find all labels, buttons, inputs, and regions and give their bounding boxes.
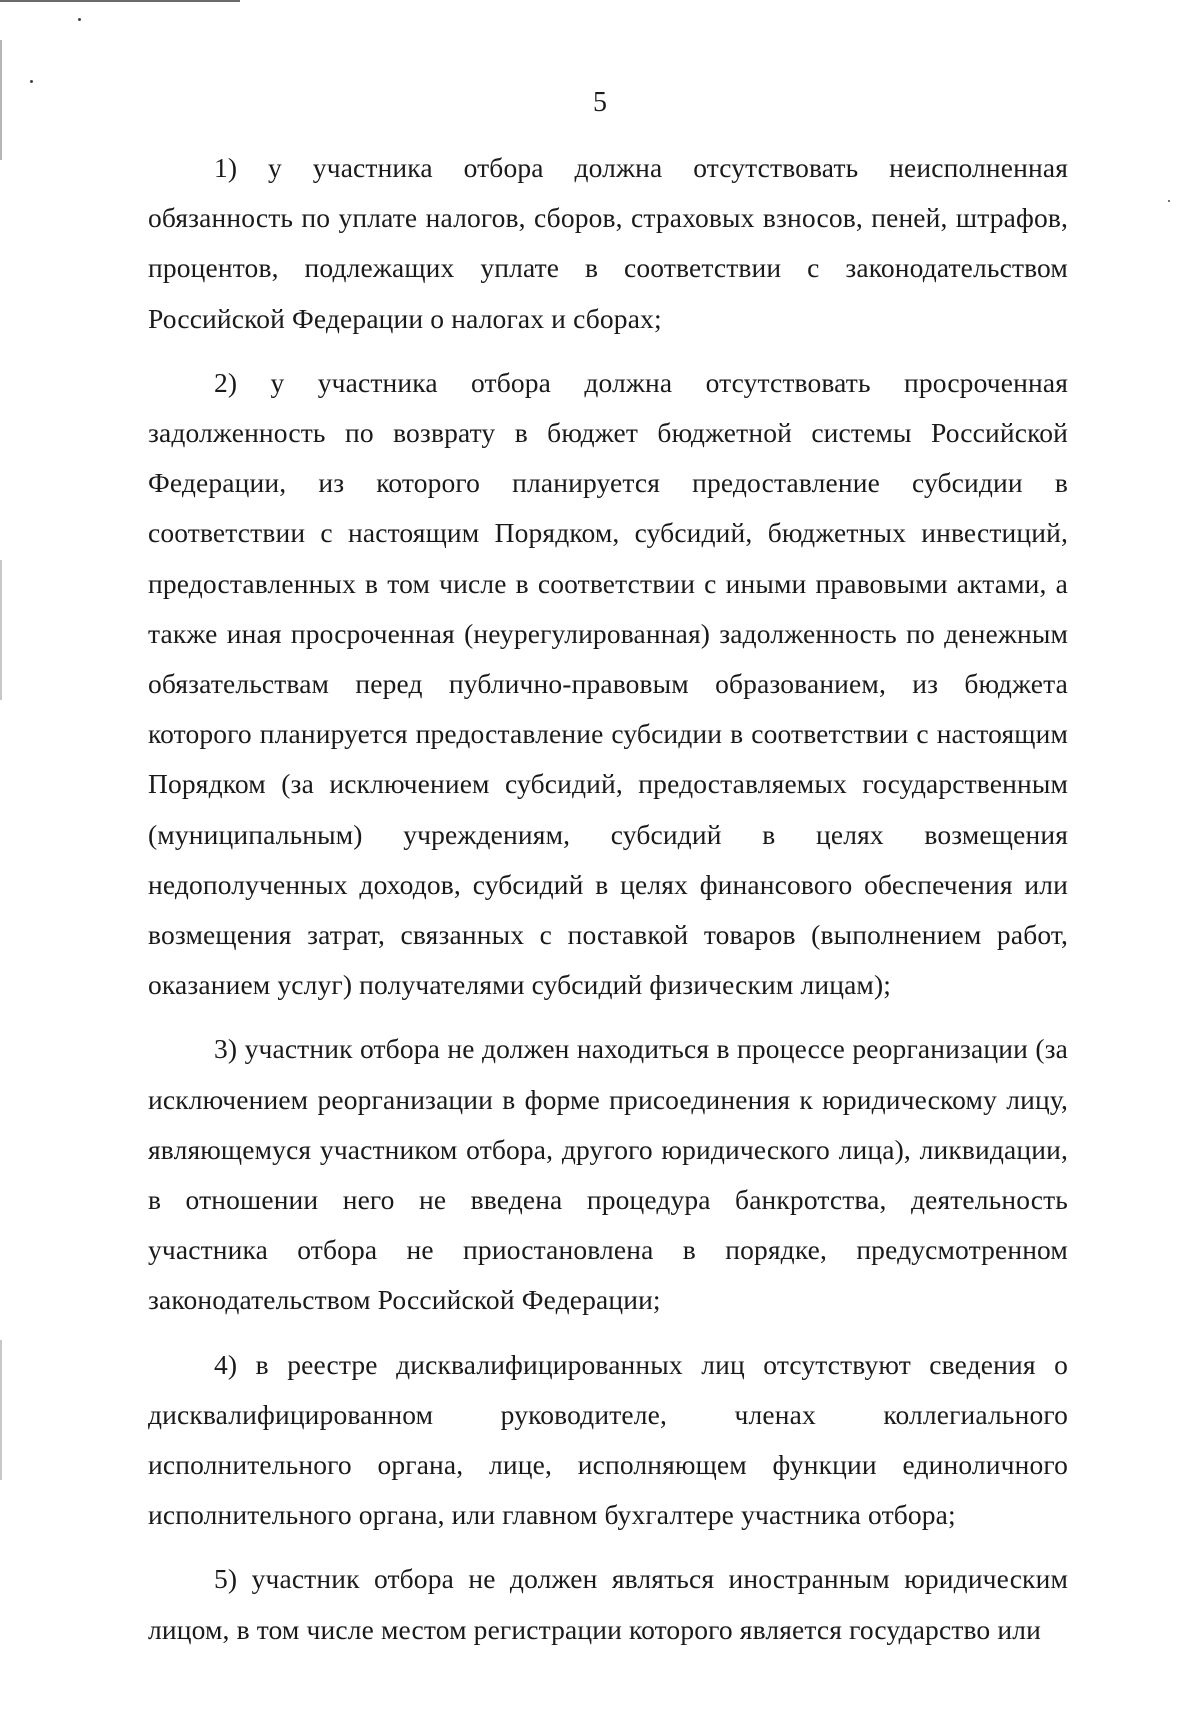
paragraph-item-5: 5) участник отбора не должен являться иностранным юридическим лицом, в том числе местом регистрации которого является государство или — [148, 1563, 1068, 1645]
scan-artifact-dot — [30, 80, 33, 83]
scan-artifact-dot — [78, 18, 81, 21]
paragraph-item-2: 2) у участника отбора должна отсутствовать просроченная задолженность по возврату в бюджет бюджетной системы Российской Федерации, из которого планируется предоставление субсидии в соответствии с настоящим Порядком, субсидий, бюджетных инвестиций, предоставленных в том числе в соответствии с иными правовыми актами, а также иная просроченная (неурегулированная) задолженность по денежным обязательствам перед публично-правовым образованием, из бюджета которого планируется предоставление субсидии в соответствии с настоящим Порядком (за исключением субсидий, предоставляемых государственным (муниципальным) учреждениям, субсидий в целях возмещения недополученных доходов, субсидий в целях финансового обеспечения или возмещения затрат, связанных с поставкой товаров (выполнением работ, оказанием услуг) получателями субсидий физическим лицам); — [148, 366, 1068, 1001]
paragraph-item-4: 4) в реестре дисквалифицированных лиц отсутствуют сведения о дисквалифицированном руководителе, членах коллегиального исполнительного органа, лице, исполняющем функции единоличного исполнительного органа, или главном бухгалтере участника отбора; — [148, 1348, 1068, 1531]
scan-artifact-line — [0, 0, 240, 2]
scan-artifact-edge — [0, 560, 2, 700]
scan-artifact-edge — [0, 1340, 2, 1480]
document-body — [148, 143, 1068, 1669]
paragraph-item-1: 1) у участника отбора должна отсутствовать неисполненная обязанность по уплате налогов, сборов, страховых взносов, пеней, штрафов, процентов, подлежащих уплате в соответствии с законодательством Российской Федерации о налогах и сборах; — [148, 152, 1068, 334]
scan-artifact-dot — [1168, 200, 1170, 202]
paragraph-item-3: 3) участник отбора не должен находиться в процессе реорганизации (за исключением реорганизации в форме присоединения к юридическому лицу, являющемуся участником отбора, другого юридического лица), ликвидации, в отношении него не введена процедура банкротства, деятельность участника отбора не приостановлена в порядке, предусмотренном законодательством Российской Федерации; — [148, 1033, 1068, 1316]
page-number: 5 — [593, 87, 607, 118]
